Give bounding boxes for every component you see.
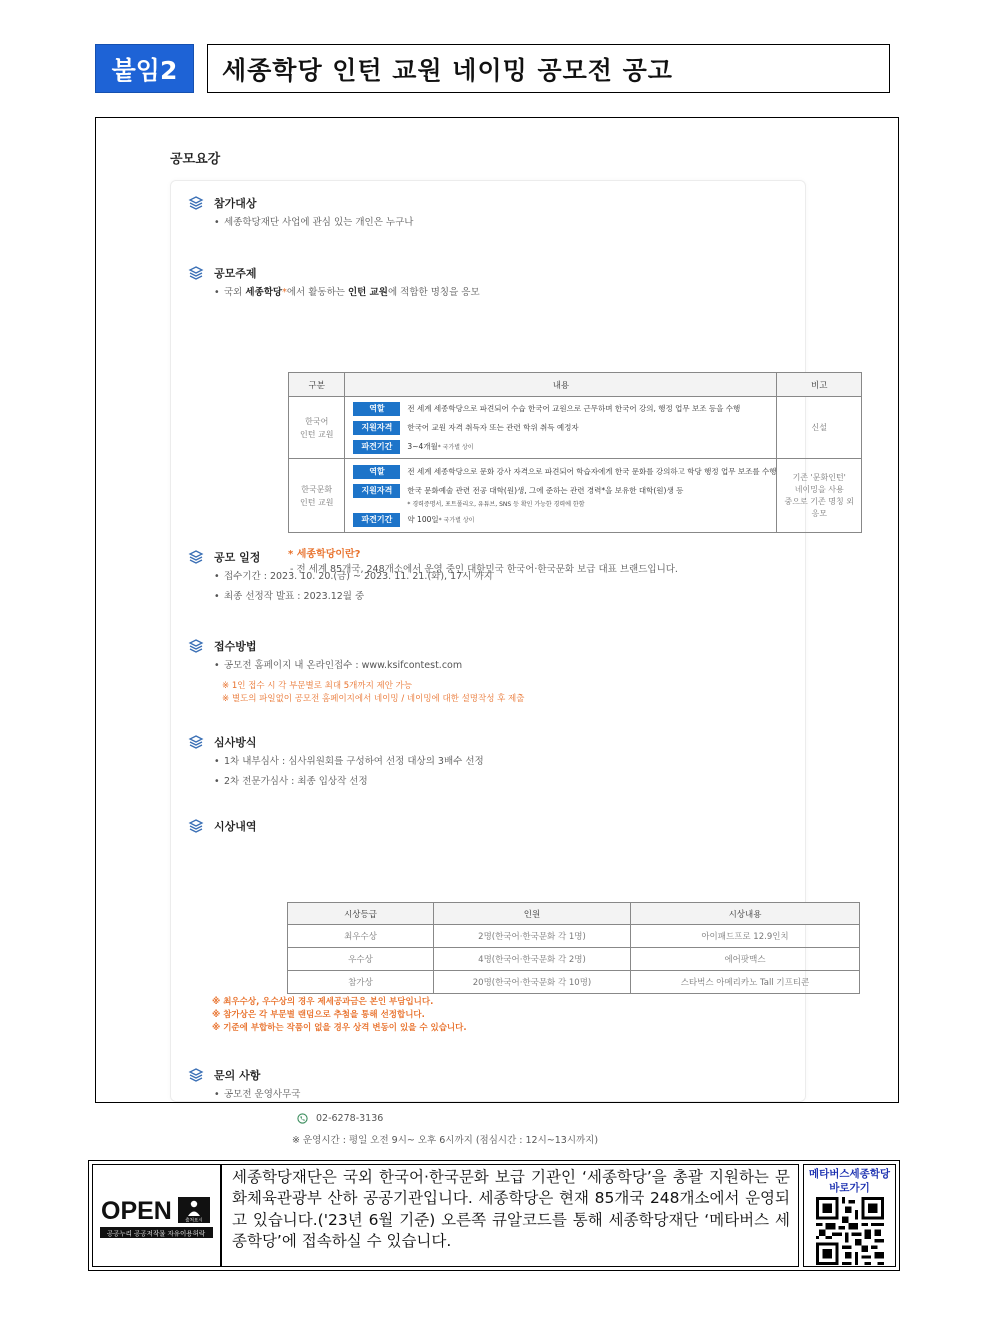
table-header: 시상등급 [288,903,434,925]
kogl-logo [92,1164,221,1267]
attachment-badge: 붙임2 [95,44,194,93]
table-header: 비고 [777,373,862,397]
submission-note: ※ 1인 접수 시 각 부문별로 최대 5개까지 제안 가능 [222,681,413,691]
layers-icon [188,195,204,211]
operating-hours: ※ 운영시간 : 평일 오전 9시~ 오후 6시까지 (점심시간 : 12시~13시까지) [292,1135,599,1146]
submission-note: ※ 별도의 파일없이 공모전 홈페이지에서 네이밍 / 네이밍에 대한 설명작성 후 제출 [222,694,525,704]
period-tag: 파견기간 [353,513,400,527]
table-row [288,925,860,948]
role-tag: 역할 [353,402,400,416]
layers-icon [188,818,204,834]
section-contact [188,1065,300,1105]
sejong-definition-title: * 세종학당이란? [288,549,361,560]
award-count: 20명(한국어·한국문화 각 10명) [434,971,631,994]
content-cell: 역할 전 세계 세종학당으로 파견되어 수습 한국어 교원으로 근무하며 한국어 강의, 행정 업무 보조 등을 수행 지원자격 한국어 교원 자격 취득자 또는 관련 학위 취득 예정자 파견기간 3~4개월 * 국가별 상이 [345,397,777,459]
award-note: ※ 참가상은 각 부문별 랜덤으로 추첨을 통해 선정합니다. [212,1010,425,1020]
section-title: 문의 사항 [214,1069,261,1082]
overview-heading: 공모요강 [170,152,221,167]
footer-box [88,1160,900,1271]
award-grade: 최우수상 [288,925,434,948]
award-grade: 참가상 [288,971,434,994]
section-title: 시상내역 [214,820,257,833]
section-title: 공모 일정 [214,551,261,564]
section-title: 참가대상 [214,197,257,210]
svg-text:공공누리 공공저작물 자유이용허락: 공공누리 공공저작물 자유이용허락 [106,1229,205,1237]
metaverse-qr-link[interactable] [803,1164,896,1267]
layers-icon [188,549,204,565]
role-tag: 역할 [353,465,400,479]
list-item: • 최종 선정작 발표 : 2023.12월 중 [188,587,493,607]
table-row [288,971,860,994]
category-cell: 한국어 인턴 교원 [289,397,345,459]
list-item: • 공모전 운영사무국 [188,1085,300,1105]
award-prize: 아이패드프로 12.9인치 [631,925,860,948]
list-item: • 접수기간 : 2023. 10. 20.(금) ~ 2023. 11. 21.(화), 17시 까지 [188,567,493,587]
section-awards [188,816,257,836]
section-review [188,732,484,792]
qr-label: 메타버스세종학당 바로가기 [808,1168,891,1194]
svg-text:OPEN: OPEN [100,1196,172,1225]
award-grade: 우수상 [288,948,434,971]
qualification-tag: 지원자격 [353,421,400,435]
contact-phone[interactable]: 02-6278-3136 [297,1113,383,1124]
layers-icon [188,1067,204,1083]
section-eligibility [188,193,413,233]
period-tag: 파견기간 [353,440,400,454]
list-item: • 1차 내부심사 : 심사위원회를 구성하여 선정 대상의 3배수 선정 [188,752,484,772]
section-submission [188,636,524,706]
content-cell: 역할 전 세계 세종학당으로 문화 강사 자격으로 파견되어 학습자에게 한국 문화를 강의하고 학당 행정 업무 보조를 수행 지원자격 한국 문화예술 관련 전공 대학(원)생, 그에 준하는 관련 경력*을 보유한 대학(원)생 등 * 경력증명서, 포트폴리오, 유튜브, SNS 등 확인 가능한 경력에 한함 파견기간 약 100일 * 국가별 상이 [345,459,777,533]
section-schedule [188,547,493,607]
award-note: ※ 최우수상, 우수상의 경우 제세공과금은 본인 부담입니다. [212,997,434,1007]
svg-text:출처표시: 출처표시 [184,1218,203,1223]
table-row [288,948,860,971]
awards-notes [188,996,467,1035]
document-title: 세종학당 인턴 교원 네이밍 공모전 공고 [207,44,890,93]
section-theme [188,263,480,303]
category-cell: 한국문화 인턴 교원 [289,459,345,533]
section-title: 공모주제 [214,267,257,280]
career-subnote: * 경력증명서, 포트폴리오, 유튜브, SNS 등 확인 가능한 경력에 한함 [407,501,585,508]
award-count: 2명(한국어·한국문화 각 1명) [434,925,631,948]
overview-panel [170,180,854,1146]
section-title: 심사방식 [214,736,257,749]
layers-icon [188,638,204,654]
awards-table [287,902,860,994]
section-title: 접수방법 [214,640,257,653]
table-row [289,459,862,533]
phone-icon [297,1113,308,1124]
recruitment-table [288,372,862,533]
note-cell: 신설 [777,397,862,459]
table-header: 인원 [434,903,631,925]
open-license-icon [98,1192,216,1240]
note-cell: 기존 '문화인턴' 네이밍을 사용 중으로 기존 명칭 외 응모 [777,459,862,533]
list-item: • 세종학당재단 사업에 관심 있는 개인은 누구나 [188,213,413,233]
qr-code-icon [816,1197,884,1265]
list-item: • 국외 세종학당*에서 활동하는 인턴 교원에 적합한 명칭을 응모 [188,283,480,303]
qualification-tag: 지원자격 [353,484,400,498]
layers-icon [188,734,204,750]
layers-icon [188,265,204,281]
award-prize: 스타벅스 아메리카노 Tall 기프티콘 [631,971,860,994]
list-item: • 공모전 홈페이지 내 온라인접수 : www.ksifcontest.com [188,656,524,676]
table-header: 구분 [289,373,345,397]
contest-overview-frame [95,117,899,1146]
award-count: 4명(한국어·한국문화 각 2명) [434,948,631,971]
award-prize: 에어팟맥스 [631,948,860,971]
sejong-definition-text: - 전 세계 85개국, 248개소에서 운영 중인 대한민국 한국어·한국문화 보급 대표 브랜드입니다. [290,564,678,575]
list-item: • 2차 전문가심사 : 최종 입상작 선정 [188,772,484,792]
table-header: 시상내용 [631,903,860,925]
foundation-description: 세종학당재단은 국외 한국어·한국문화 보급 기관인 ‘세종학당’을 총괄 지원하는 문화체육관광부 산하 공공기관입니다. 세종학당은 현재 85개국 248개소에서 운영되고 있습니다.('23년 6월 기준) 오른쪽 큐알코드를 통해 세종학당재단 ‘메타버스 세종학당’에 접속하실 수 있습니다. [221,1164,799,1267]
award-note: ※ 기준에 부합하는 작품이 없을 경우 상격 변동이 있을 수 있습니다. [212,1023,467,1033]
table-row [289,397,862,459]
table-header: 내용 [345,373,777,397]
